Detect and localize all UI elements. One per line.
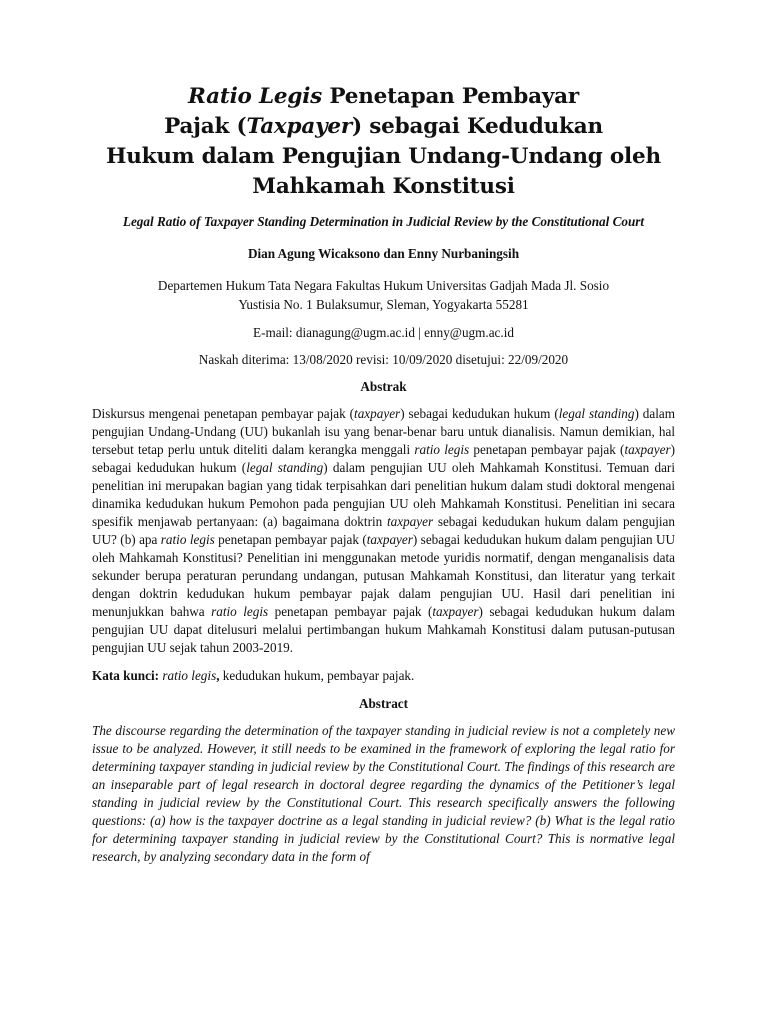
keywords-rest: kedudukan hukum, pembayar pajak. (219, 668, 415, 683)
keywords-label: Kata kunci: (92, 668, 160, 683)
abstrak-text-segment: sebagai kedudukan hukum dalam pengujian UU? (b) apa (92, 514, 676, 547)
title-line-1 (92, 82, 675, 112)
keywords-line (92, 667, 675, 685)
abstrak-italic-term: taxpayer (432, 604, 479, 619)
affiliation-line-2: Yustisia No. 1 Bulaksumur, Sleman, Yogyakarta 55281 (238, 297, 529, 312)
title-italic-taxpayer: Taxpayer (246, 114, 353, 139)
affiliation-line-1: Departemen Hukum Tata Negara Fakultas Hukum Universitas Gadjah Mada Jl. Sosio (157, 278, 610, 293)
abstrak-italic-term: taxpayer (354, 406, 401, 421)
abstrak-text-segment: ) dalam pengujian UU oleh Mahkamah Konstitusi. Temuan dari penelitian ini merupakan bagian yang tidak terpisahkan dari penelitian hukum dalam studi doktoral mengenai dinamika kedudukan hukum Pemohon pada pengujian UU oleh Mahkamah Konstitusi. Penelitian ini secara spesifik menjawab pertanyaan: (a) bagaimana doktrin (92, 460, 675, 529)
email-line: E-mail: dianagung@ugm.ac.id | enny@ugm.ac.id (253, 325, 514, 340)
abstract-heading: Abstract (358, 696, 409, 711)
title-line-2 (92, 112, 675, 142)
abstrak-italic-term: taxpayer (386, 514, 434, 529)
english-title: Legal Ratio of Taxpayer Standing Determination in Judicial Review by the Constitutional Court (122, 214, 645, 229)
abstrak-text-segment: ) sebagai kedudukan hukum ( (400, 406, 559, 421)
abstrak-heading: Abstrak (360, 379, 407, 394)
authors: Dian Agung Wicaksono dan Enny Nurbaningsih (247, 246, 520, 261)
paper-title (92, 82, 675, 202)
abstrak-text-segment: penetapan pembayar pajak ( (268, 604, 433, 619)
title-line-4: Mahkamah Konstitusi (252, 174, 515, 199)
abstrak-italic-term: taxpayer (366, 532, 413, 547)
title-line-2-b: ) sebagai Kedudukan (352, 114, 603, 139)
abstrak-italic-term: taxpayer (624, 442, 671, 457)
title-italic-ratio-legis: Ratio Legis (187, 84, 323, 109)
abstrak-text-segment: Diskursus mengenai penetapan pembayar pajak ( (92, 406, 355, 421)
abstrak-text-segment: ) sebagai kedudukan hukum ( (92, 442, 675, 475)
keyword-ratio-legis: ratio legis (162, 668, 217, 683)
abstrak-text-segment: ) sebagai kedudukan hukum dalam pengujian UU oleh Mahkamah Konstitusi? Penelitian ini menggunakan metode yuridis normatif, dengan menganalisis data sekunder berupa peraturan perundang undangan, putusan Mahkamah Konstitusi, dan literatur yang terkait dengan doktrin kedudukan hukum pembayar pajak dalam pengujian UU. Hasil dari penelitian ini menunjukkan bahwa (92, 532, 675, 619)
abstrak-paragraph (92, 405, 675, 657)
keyword-comma: , (216, 668, 220, 683)
abstrak-italic-term: legal standing (246, 460, 324, 475)
document-page (92, 82, 675, 866)
abstrak-italic-term: ratio legis (414, 442, 470, 457)
affiliation (92, 276, 675, 314)
title-line-2-a: Pajak ( (164, 114, 247, 139)
abstrak-italic-term: legal standing (558, 406, 635, 421)
abstrak-text-segment: penetapan pembayar pajak ( (469, 442, 625, 457)
title-line-3: Hukum dalam Pengujian Undang-Undang oleh (106, 144, 661, 169)
abstrak-italic-term: ratio legis (160, 532, 215, 547)
submission-dates: Naskah diterima: 13/08/2020 revisi: 10/09/2020 disetujui: 22/09/2020 (198, 352, 569, 367)
english-abstract-paragraph: The discourse regarding the determination of the taxpayer standing in judicial review is not a completely new issue to be analyzed. However, it still needs to be examined in the framework of exploring the legal ratio for determining taxpayer standing in judicial review by the Constitutional Court. The findings of this research are an inseparable part of legal research in doctoral degree regarding the dynamics of the Petitioner’s legal standing in judicial review by the Constitutional Court. This research specifically answers the following questions: (a) how is the taxpayer doctrine as a legal standing in judicial review? (b) What is the legal ratio for determining taxpayer standing in judicial review by the Constitutional Court? This is normative legal research, by analyzing secondary data in the form of (92, 723, 675, 864)
title-line-1-rest: Penetapan Pembayar (322, 84, 580, 109)
abstrak-text-segment: ) dalam pengujian Undang-Undang (UU) bukanlah isu yang benar-benar baru untuk dianalisis. Namun demikian, hal tersebut tetap perlu untuk diteliti dalam kerangka menggali (92, 406, 675, 457)
abstrak-text-segment: penetapan pembayar pajak ( (214, 532, 367, 547)
abstrak-italic-term: ratio legis (211, 604, 269, 619)
abstrak-text-segment: ) sebagai kedudukan hukum dalam pengujian UU dapat ditelusuri melalui pertimbangan hukum Mahkamah Konstitusi dalam putusan-putusan pengujian UU sejak tahun 2003-2019. (92, 604, 675, 655)
